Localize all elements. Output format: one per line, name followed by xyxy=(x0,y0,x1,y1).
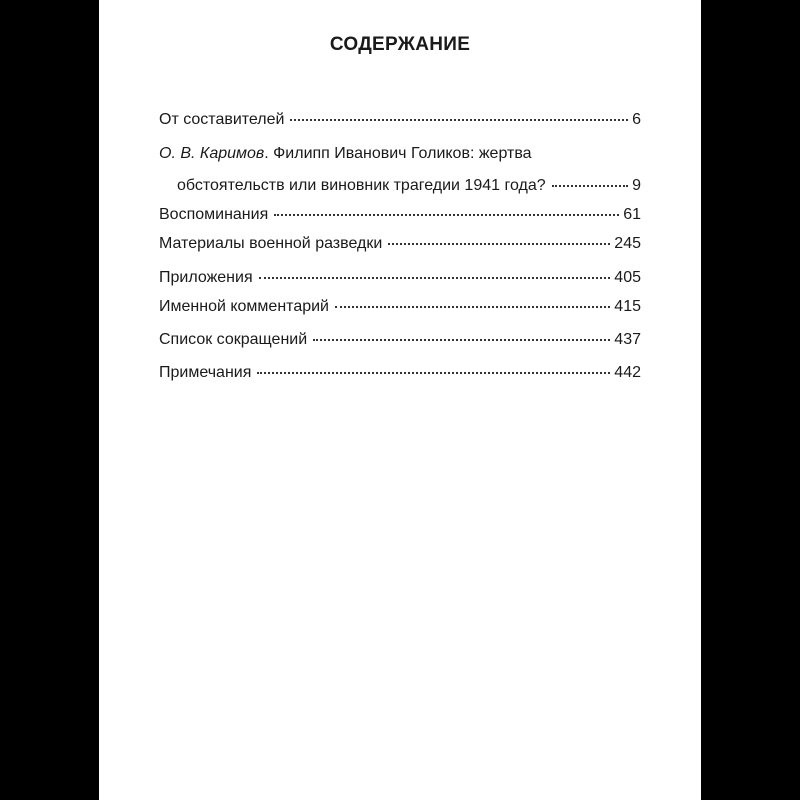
toc-entry-author: О. В. Каримов xyxy=(159,145,265,162)
toc-entry-page: 6 xyxy=(632,111,641,128)
page-heading: СОДЕРЖАНИЕ xyxy=(329,34,471,55)
toc-entry-title: Воспоминания xyxy=(159,206,269,223)
dot-leader xyxy=(313,339,610,341)
toc-entry-title-continued: обстоятельств или виновник трагедии 1941 года? xyxy=(177,177,546,194)
toc-entry[interactable] xyxy=(159,234,641,254)
toc-entry-page: 442 xyxy=(614,364,641,381)
toc-entry[interactable] xyxy=(159,297,641,317)
toc-entry-title: Именной комментарий xyxy=(159,298,329,315)
toc-entry[interactable] xyxy=(159,268,641,288)
dot-leader xyxy=(335,306,610,308)
dot-leader xyxy=(274,214,619,216)
toc-entry-title: Примечания xyxy=(159,364,252,381)
book-page xyxy=(99,0,701,800)
toc-entry[interactable] xyxy=(159,110,641,130)
toc-entry[interactable] xyxy=(159,330,641,350)
dot-leader xyxy=(259,277,611,279)
toc-entry-page: 405 xyxy=(614,269,641,286)
toc-entry-page: 415 xyxy=(614,298,641,315)
toc-entry-title: От составителей xyxy=(159,111,285,128)
toc-entry-title: Приложения xyxy=(159,269,253,286)
right-black-margin xyxy=(701,0,800,800)
dot-leader xyxy=(257,372,610,374)
toc-entry-title-part: . Филипп Иванович Голиков: жертва xyxy=(264,145,532,162)
toc-entry-title xyxy=(159,144,532,164)
toc-entry[interactable] xyxy=(159,205,641,225)
dot-leader xyxy=(552,185,628,187)
toc-entry[interactable] xyxy=(159,363,641,383)
toc-entry-page: 9 xyxy=(632,177,641,194)
toc-entry-page: 437 xyxy=(614,331,641,348)
toc-entry-line-1[interactable] xyxy=(159,144,641,164)
toc-entry-page: 245 xyxy=(614,235,641,252)
toc-entry-title: Список сокращений xyxy=(159,331,308,348)
toc-entry-title: Материалы военной разведки xyxy=(159,235,383,252)
toc-entry-page: 61 xyxy=(623,206,641,223)
dot-leader xyxy=(388,243,610,245)
left-black-margin xyxy=(0,0,99,800)
dot-leader xyxy=(290,119,628,121)
toc-entry-line-2[interactable] xyxy=(159,176,641,196)
